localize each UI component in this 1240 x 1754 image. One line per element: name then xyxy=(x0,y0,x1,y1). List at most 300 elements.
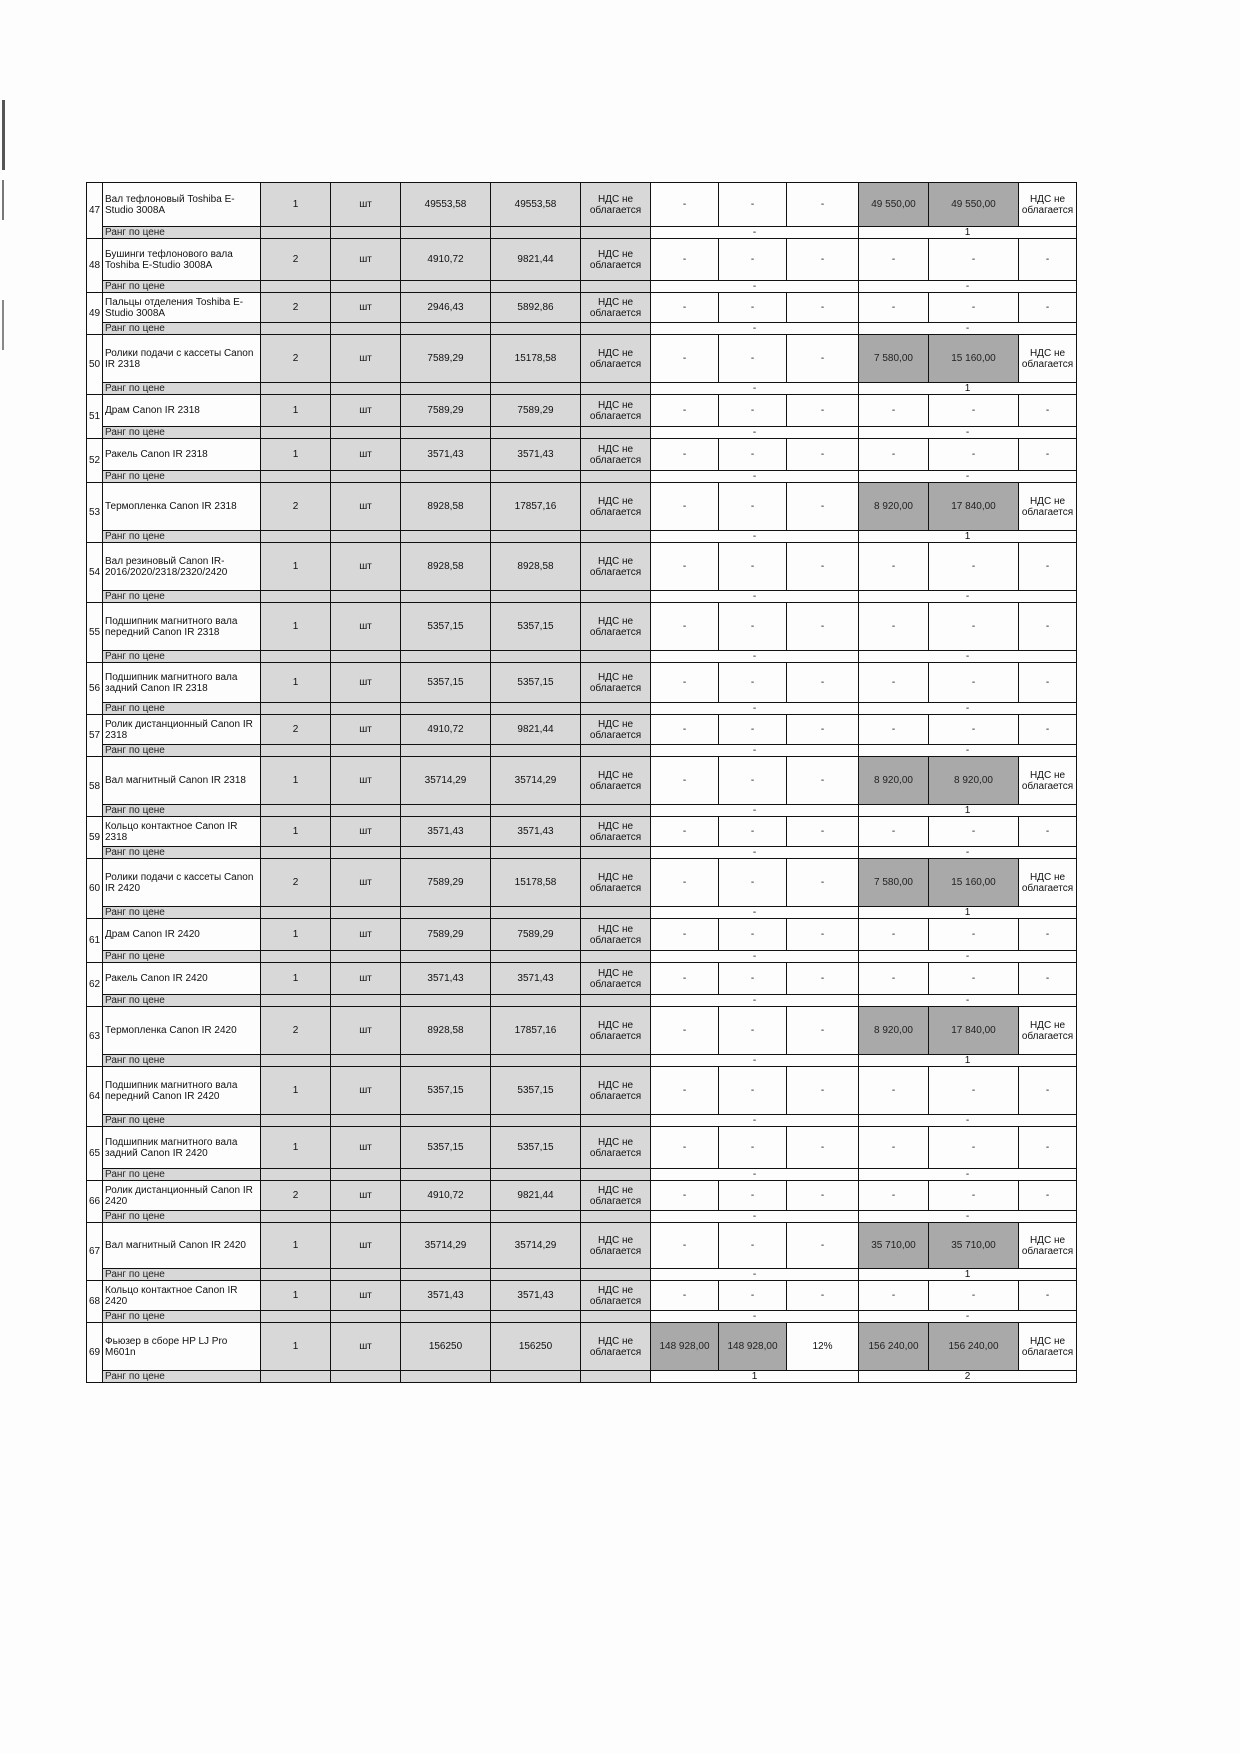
rank-spacer xyxy=(581,1211,651,1223)
rank-spacer xyxy=(491,427,581,439)
rank-spacer xyxy=(261,1055,331,1067)
rank-spacer xyxy=(331,1269,401,1281)
item-name: Кольцо контактное Canon IR 2318 xyxy=(103,817,261,847)
item-total: 17857,16 xyxy=(491,1007,581,1055)
item-unit-price: 3571,43 xyxy=(401,817,491,847)
item-unit-price: 3571,43 xyxy=(401,1281,491,1311)
offer-b-total: - xyxy=(719,1281,787,1311)
rank-spacer xyxy=(581,651,651,663)
item-unit: шт xyxy=(331,335,401,383)
rank-spacer xyxy=(491,951,581,963)
rank-spacer xyxy=(261,805,331,817)
offer-c-rank: - xyxy=(859,323,1077,335)
offer-c-rank: - xyxy=(859,471,1077,483)
item-unit-price: 5357,15 xyxy=(401,603,491,651)
rank-spacer xyxy=(331,745,401,757)
offer-b-rank: - xyxy=(651,323,859,335)
rank-label: Ранг по цене xyxy=(103,323,261,335)
offer-c-rank: - xyxy=(859,427,1077,439)
item-name: Кольцо контактное Canon IR 2420 xyxy=(103,1281,261,1311)
item-unit: шт xyxy=(331,183,401,227)
rank-label: Ранг по цене xyxy=(103,907,261,919)
table-row xyxy=(87,963,1077,995)
item-unit: шт xyxy=(331,483,401,531)
table-row xyxy=(87,239,1077,281)
offer-b-vat: - xyxy=(787,1223,859,1269)
rank-spacer xyxy=(331,531,401,543)
table-row xyxy=(87,293,1077,323)
offer-c-vat: - xyxy=(1019,963,1077,995)
offer-c-vat: - xyxy=(1019,817,1077,847)
row-number: 59 xyxy=(87,817,103,859)
offer-c-unit-price: - xyxy=(859,963,929,995)
offer-c-total: 156 240,00 xyxy=(929,1323,1019,1371)
item-vat: НДС не облагается xyxy=(581,1181,651,1211)
item-vat: НДС не облагается xyxy=(581,715,651,745)
item-name: Подшипник магнитного вала передний Canon IR 2420 xyxy=(103,1067,261,1115)
offer-c-rank: - xyxy=(859,847,1077,859)
offer-c-vat: - xyxy=(1019,603,1077,651)
rank-spacer xyxy=(491,907,581,919)
item-unit-price: 5357,15 xyxy=(401,663,491,703)
rank-spacer xyxy=(581,1311,651,1323)
item-quantity: 1 xyxy=(261,395,331,427)
item-unit-price: 4910,72 xyxy=(401,1181,491,1211)
rank-spacer xyxy=(331,847,401,859)
item-vat: НДС не облагается xyxy=(581,859,651,907)
item-name: Ракель Canon IR 2318 xyxy=(103,439,261,471)
rank-spacer xyxy=(261,1269,331,1281)
offer-b-unit-price: - xyxy=(651,663,719,703)
offer-b-vat: - xyxy=(787,183,859,227)
item-unit: шт xyxy=(331,757,401,805)
offer-c-total: - xyxy=(929,395,1019,427)
item-unit-price: 156250 xyxy=(401,1323,491,1371)
item-vat: НДС не облагается xyxy=(581,183,651,227)
table-row xyxy=(87,439,1077,471)
rank-label: Ранг по цене xyxy=(103,1211,261,1223)
offer-b-vat: - xyxy=(787,293,859,323)
offer-b-rank: - xyxy=(651,951,859,963)
item-unit: шт xyxy=(331,859,401,907)
item-name: Ракель Canon IR 2420 xyxy=(103,963,261,995)
rank-spacer xyxy=(491,1211,581,1223)
offer-b-vat: - xyxy=(787,663,859,703)
item-total: 9821,44 xyxy=(491,1181,581,1211)
item-quantity: 1 xyxy=(261,543,331,591)
offer-c-vat: - xyxy=(1019,395,1077,427)
rank-label: Ранг по цене xyxy=(103,591,261,603)
rank-spacer xyxy=(401,995,491,1007)
rank-spacer xyxy=(261,703,331,715)
rank-spacer xyxy=(581,281,651,293)
rank-spacer xyxy=(491,281,581,293)
table-row xyxy=(87,483,1077,531)
offer-b-rank: - xyxy=(651,1211,859,1223)
item-unit-price: 8928,58 xyxy=(401,1007,491,1055)
offer-c-rank: 1 xyxy=(859,1269,1077,1281)
item-name: Термопленка Canon IR 2318 xyxy=(103,483,261,531)
rank-spacer xyxy=(261,227,331,239)
rank-label: Ранг по цене xyxy=(103,281,261,293)
rank-spacer xyxy=(491,995,581,1007)
rank-spacer xyxy=(401,1169,491,1181)
offer-c-vat: НДС не облагается xyxy=(1019,1223,1077,1269)
item-unit-price: 3571,43 xyxy=(401,439,491,471)
offer-c-vat: - xyxy=(1019,1181,1077,1211)
item-unit: шт xyxy=(331,1281,401,1311)
rank-spacer xyxy=(261,471,331,483)
rank-spacer xyxy=(261,281,331,293)
price-comparison-table xyxy=(86,182,1077,1383)
scan-edge-mark xyxy=(2,100,5,170)
offer-b-unit-price: - xyxy=(651,183,719,227)
offer-b-total: - xyxy=(719,543,787,591)
rank-row xyxy=(87,427,1077,439)
row-number: 68 xyxy=(87,1281,103,1323)
item-unit-price: 49553,58 xyxy=(401,183,491,227)
rank-spacer xyxy=(401,1055,491,1067)
item-total: 15178,58 xyxy=(491,859,581,907)
offer-b-total: - xyxy=(719,395,787,427)
rank-row xyxy=(87,281,1077,293)
rank-spacer xyxy=(261,1311,331,1323)
offer-c-rank: - xyxy=(859,1169,1077,1181)
rank-row xyxy=(87,703,1077,715)
item-quantity: 1 xyxy=(261,603,331,651)
rank-spacer xyxy=(401,427,491,439)
item-total: 35714,29 xyxy=(491,757,581,805)
rank-label: Ранг по цене xyxy=(103,847,261,859)
item-unit-price: 5357,15 xyxy=(401,1067,491,1115)
row-number: 52 xyxy=(87,439,103,483)
offer-c-total: - xyxy=(929,543,1019,591)
item-unit: шт xyxy=(331,1323,401,1371)
offer-c-vat: - xyxy=(1019,439,1077,471)
rank-spacer xyxy=(581,1115,651,1127)
rank-row xyxy=(87,651,1077,663)
rank-spacer xyxy=(331,591,401,603)
offer-b-rank: - xyxy=(651,1055,859,1067)
row-number: 54 xyxy=(87,543,103,603)
offer-c-unit-price: - xyxy=(859,439,929,471)
rank-spacer xyxy=(331,1055,401,1067)
row-number: 49 xyxy=(87,293,103,335)
item-quantity: 2 xyxy=(261,335,331,383)
offer-c-vat: - xyxy=(1019,239,1077,281)
offer-c-unit-price: - xyxy=(859,395,929,427)
offer-b-unit-price: - xyxy=(651,757,719,805)
offer-b-total: - xyxy=(719,1127,787,1169)
rank-spacer xyxy=(331,995,401,1007)
rank-label: Ранг по цене xyxy=(103,951,261,963)
rank-row xyxy=(87,951,1077,963)
row-number: 67 xyxy=(87,1223,103,1281)
offer-b-vat: - xyxy=(787,1281,859,1311)
scan-edge-mark xyxy=(2,300,4,350)
offer-c-total: 15 160,00 xyxy=(929,335,1019,383)
table-row xyxy=(87,603,1077,651)
offer-b-total: - xyxy=(719,663,787,703)
rank-label: Ранг по цене xyxy=(103,805,261,817)
item-name: Вал магнитный Canon IR 2318 xyxy=(103,757,261,805)
offer-b-vat: - xyxy=(787,859,859,907)
item-vat: НДС не облагается xyxy=(581,963,651,995)
offer-c-unit-price: - xyxy=(859,1127,929,1169)
item-unit: шт xyxy=(331,603,401,651)
item-unit-price: 2946,43 xyxy=(401,293,491,323)
offer-b-total: - xyxy=(719,1181,787,1211)
table-row xyxy=(87,757,1077,805)
offer-c-rank: 1 xyxy=(859,227,1077,239)
offer-b-rank: - xyxy=(651,427,859,439)
offer-c-vat: - xyxy=(1019,293,1077,323)
offer-c-total: - xyxy=(929,663,1019,703)
offer-b-unit-price: - xyxy=(651,395,719,427)
offer-c-total: - xyxy=(929,963,1019,995)
row-number: 65 xyxy=(87,1127,103,1181)
offer-c-total: - xyxy=(929,1127,1019,1169)
offer-b-rank: - xyxy=(651,995,859,1007)
offer-c-rank: - xyxy=(859,1115,1077,1127)
offer-c-rank: 1 xyxy=(859,383,1077,395)
offer-c-total: 49 550,00 xyxy=(929,183,1019,227)
item-quantity: 1 xyxy=(261,1067,331,1115)
table-row xyxy=(87,1323,1077,1371)
item-total: 5357,15 xyxy=(491,663,581,703)
table-row xyxy=(87,919,1077,951)
item-vat: НДС не облагается xyxy=(581,293,651,323)
rank-spacer xyxy=(261,1371,331,1383)
offer-b-total: - xyxy=(719,1067,787,1115)
offer-b-vat: - xyxy=(787,483,859,531)
rank-spacer xyxy=(401,805,491,817)
row-number: 62 xyxy=(87,963,103,1007)
offer-c-total: - xyxy=(929,239,1019,281)
offer-b-vat: - xyxy=(787,395,859,427)
offer-c-total: 35 710,00 xyxy=(929,1223,1019,1269)
offer-b-unit-price: - xyxy=(651,1067,719,1115)
rank-row xyxy=(87,227,1077,239)
item-total: 5357,15 xyxy=(491,1127,581,1169)
item-quantity: 2 xyxy=(261,715,331,745)
rank-spacer xyxy=(581,427,651,439)
rank-spacer xyxy=(581,951,651,963)
rank-spacer xyxy=(401,281,491,293)
item-unit: шт xyxy=(331,1181,401,1211)
item-total: 5357,15 xyxy=(491,1067,581,1115)
rank-row xyxy=(87,591,1077,603)
offer-c-rank: - xyxy=(859,703,1077,715)
offer-b-total: - xyxy=(719,293,787,323)
offer-b-unit-price: - xyxy=(651,335,719,383)
offer-b-unit-price: - xyxy=(651,239,719,281)
table-row xyxy=(87,1067,1077,1115)
offer-c-total: 17 840,00 xyxy=(929,1007,1019,1055)
offer-b-total: - xyxy=(719,183,787,227)
item-unit-price: 8928,58 xyxy=(401,483,491,531)
offer-c-unit-price: - xyxy=(859,1281,929,1311)
offer-c-unit-price: 8 920,00 xyxy=(859,483,929,531)
rank-label: Ранг по цене xyxy=(103,227,261,239)
item-total: 3571,43 xyxy=(491,817,581,847)
rank-spacer xyxy=(401,471,491,483)
rank-spacer xyxy=(491,1169,581,1181)
rank-row xyxy=(87,1169,1077,1181)
offer-c-vat: НДС не облагается xyxy=(1019,1007,1077,1055)
offer-b-rank: - xyxy=(651,591,859,603)
offer-b-rank: - xyxy=(651,227,859,239)
item-name: Подшипник магнитного вала задний Canon IR 2420 xyxy=(103,1127,261,1169)
rank-spacer xyxy=(261,323,331,335)
item-total: 156250 xyxy=(491,1323,581,1371)
offer-c-total: - xyxy=(929,603,1019,651)
offer-b-total: - xyxy=(719,335,787,383)
offer-b-rank: - xyxy=(651,281,859,293)
offer-c-unit-price: 35 710,00 xyxy=(859,1223,929,1269)
rank-spacer xyxy=(401,1211,491,1223)
rank-label: Ранг по цене xyxy=(103,1169,261,1181)
item-name: Ролик дистанционный Canon IR 2420 xyxy=(103,1181,261,1211)
rank-row xyxy=(87,907,1077,919)
rank-row xyxy=(87,745,1077,757)
offer-c-rank: - xyxy=(859,1311,1077,1323)
offer-b-rank: - xyxy=(651,1169,859,1181)
row-number: 56 xyxy=(87,663,103,715)
offer-c-vat: - xyxy=(1019,715,1077,745)
rank-spacer xyxy=(261,591,331,603)
rank-spacer xyxy=(261,427,331,439)
rank-row xyxy=(87,995,1077,1007)
offer-c-vat: - xyxy=(1019,919,1077,951)
rank-row xyxy=(87,805,1077,817)
offer-b-unit-price: - xyxy=(651,543,719,591)
item-unit-price: 8928,58 xyxy=(401,543,491,591)
offer-c-rank: - xyxy=(859,995,1077,1007)
rank-spacer xyxy=(401,1311,491,1323)
item-quantity: 1 xyxy=(261,663,331,703)
item-quantity: 2 xyxy=(261,1181,331,1211)
rank-row xyxy=(87,471,1077,483)
rank-spacer xyxy=(581,703,651,715)
rank-spacer xyxy=(331,951,401,963)
rank-spacer xyxy=(401,1269,491,1281)
rank-spacer xyxy=(581,591,651,603)
rank-spacer xyxy=(491,745,581,757)
rank-spacer xyxy=(491,1269,581,1281)
item-quantity: 2 xyxy=(261,483,331,531)
rank-spacer xyxy=(331,907,401,919)
offer-c-vat: НДС не облагается xyxy=(1019,183,1077,227)
offer-c-vat: НДС не облагается xyxy=(1019,1323,1077,1371)
item-name: Подшипник магнитного вала передний Canon IR 2318 xyxy=(103,603,261,651)
item-vat: НДС не облагается xyxy=(581,1323,651,1371)
offer-b-total: - xyxy=(719,483,787,531)
item-name: Ролики подачи с кассеты Canon IR 2318 xyxy=(103,335,261,383)
item-unit-price: 7589,29 xyxy=(401,395,491,427)
offer-b-unit-price: - xyxy=(651,439,719,471)
item-vat: НДС не облагается xyxy=(581,919,651,951)
offer-c-total: - xyxy=(929,817,1019,847)
item-total: 15178,58 xyxy=(491,335,581,383)
item-name: Бушинги тефлонового вала Toshiba E-Studio 3008A xyxy=(103,239,261,281)
table-row xyxy=(87,663,1077,703)
offer-b-unit-price: - xyxy=(651,483,719,531)
rank-label: Ранг по цене xyxy=(103,1371,261,1383)
offer-b-total: - xyxy=(719,859,787,907)
offer-c-total: 17 840,00 xyxy=(929,483,1019,531)
item-quantity: 1 xyxy=(261,1281,331,1311)
item-quantity: 1 xyxy=(261,919,331,951)
rank-label: Ранг по цене xyxy=(103,1115,261,1127)
offer-b-total: - xyxy=(719,1007,787,1055)
offer-b-rank: - xyxy=(651,1311,859,1323)
item-vat: НДС не облагается xyxy=(581,1223,651,1269)
offer-c-vat: НДС не облагается xyxy=(1019,335,1077,383)
rank-spacer xyxy=(581,323,651,335)
rank-label: Ранг по цене xyxy=(103,531,261,543)
rank-spacer xyxy=(581,1371,651,1383)
rank-row xyxy=(87,1211,1077,1223)
rank-spacer xyxy=(261,847,331,859)
item-unit: шт xyxy=(331,293,401,323)
offer-c-vat: - xyxy=(1019,1127,1077,1169)
item-unit: шт xyxy=(331,395,401,427)
rank-spacer xyxy=(261,383,331,395)
row-number: 61 xyxy=(87,919,103,963)
rank-spacer xyxy=(401,227,491,239)
offer-c-total: - xyxy=(929,1281,1019,1311)
item-unit: шт xyxy=(331,919,401,951)
item-total: 49553,58 xyxy=(491,183,581,227)
item-name: Пальцы отделения Toshiba E-Studio 3008A xyxy=(103,293,261,323)
offer-b-vat: - xyxy=(787,817,859,847)
rank-spacer xyxy=(331,323,401,335)
item-unit-price: 4910,72 xyxy=(401,715,491,745)
item-quantity: 1 xyxy=(261,1323,331,1371)
rank-label: Ранг по цене xyxy=(103,471,261,483)
offer-c-total: 8 920,00 xyxy=(929,757,1019,805)
row-number: 51 xyxy=(87,395,103,439)
table-row xyxy=(87,183,1077,227)
rank-label: Ранг по цене xyxy=(103,383,261,395)
rank-spacer xyxy=(331,427,401,439)
rank-spacer xyxy=(581,805,651,817)
rank-label: Ранг по цене xyxy=(103,651,261,663)
rank-spacer xyxy=(401,951,491,963)
table-row xyxy=(87,1181,1077,1211)
table-row xyxy=(87,1127,1077,1169)
row-number: 48 xyxy=(87,239,103,293)
offer-b-rank: - xyxy=(651,531,859,543)
offer-b-total: - xyxy=(719,603,787,651)
rank-label: Ранг по цене xyxy=(103,1311,261,1323)
row-number: 47 xyxy=(87,183,103,239)
offer-b-rank: - xyxy=(651,847,859,859)
rank-spacer xyxy=(261,1169,331,1181)
rank-row xyxy=(87,1311,1077,1323)
offer-b-vat: - xyxy=(787,1067,859,1115)
rank-spacer xyxy=(401,1371,491,1383)
rank-spacer xyxy=(581,1269,651,1281)
rank-spacer xyxy=(401,1115,491,1127)
rank-spacer xyxy=(261,1115,331,1127)
offer-b-total: - xyxy=(719,1223,787,1269)
row-number: 58 xyxy=(87,757,103,817)
offer-b-unit-price: - xyxy=(651,919,719,951)
item-unit-price: 35714,29 xyxy=(401,1223,491,1269)
offer-c-vat: - xyxy=(1019,663,1077,703)
